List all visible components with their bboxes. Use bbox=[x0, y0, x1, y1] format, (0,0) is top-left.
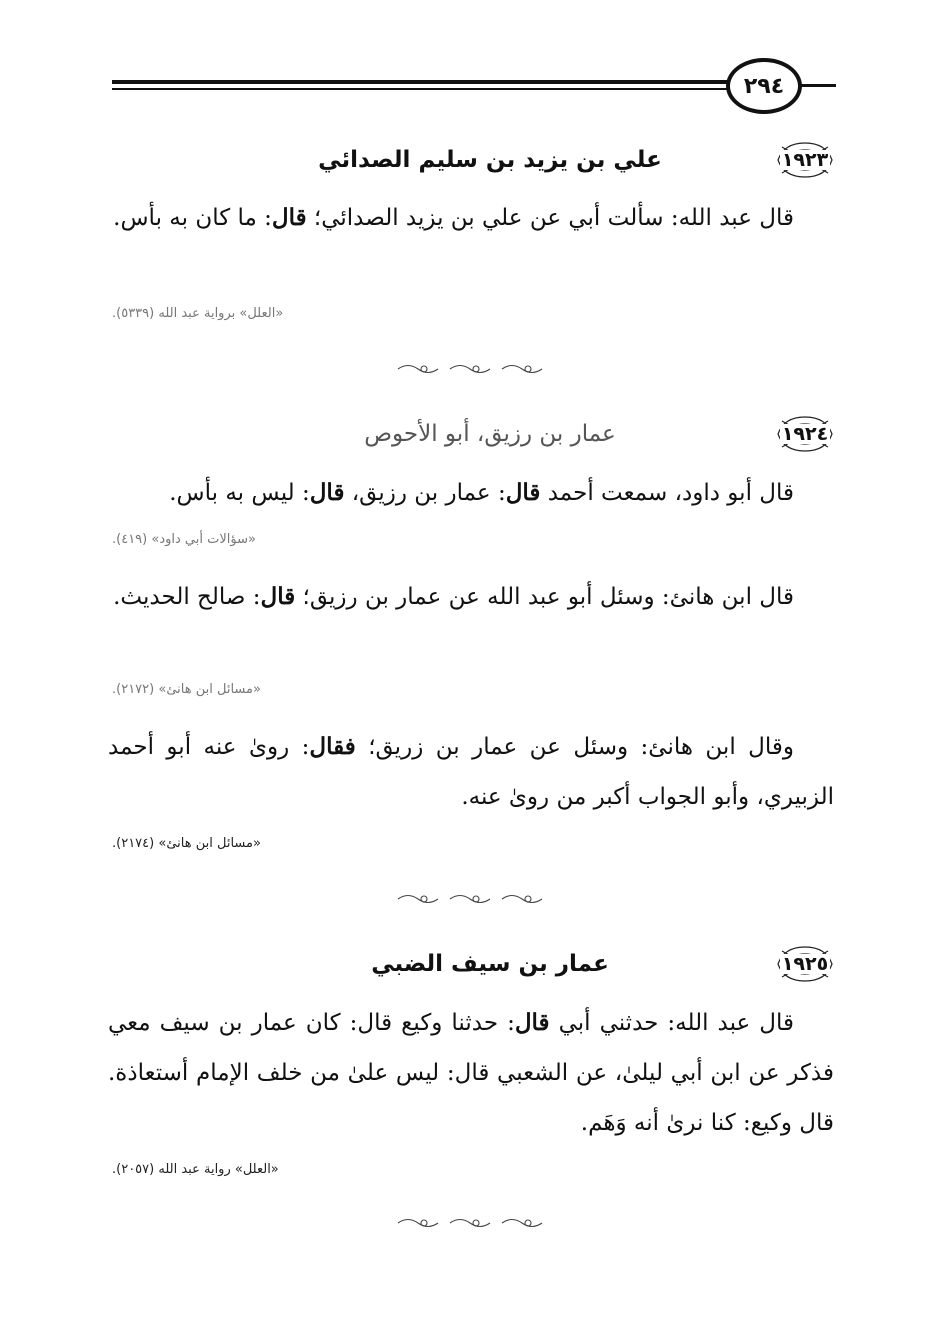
entry-number-badge bbox=[772, 137, 838, 183]
entry-paragraph: قال ابن هانئ: وسئل أبو عبد الله عن عمار بن رزيق؛ قال: صالح الحديث. bbox=[113, 583, 794, 610]
page-number: ٢٩٤ bbox=[726, 58, 802, 114]
entry-paragraph: قال عبد الله: سألت أبي عن علي بن يزيد الصدائي؛ قال: ما كان به بأس. bbox=[113, 204, 794, 231]
source-citation: «سؤالات أبي داود» (٤١٩). bbox=[112, 532, 256, 547]
header-rule bbox=[112, 80, 730, 94]
entry-number: ١٩٢٤ bbox=[781, 423, 829, 445]
entry-paragraph: قال أبو داود، سمعت أحمد قال: عمار بن رزيق، قال: ليس به بأس. bbox=[169, 479, 794, 506]
entry-paragraph: وقال ابن هانئ: وسئل عن عمار بن زريق؛ فقال: رویٰ عنه أبو أحمد الزبيري، وأبو الجواب أكبر من رویٰ عنه. bbox=[108, 733, 834, 810]
entry-number-badge bbox=[772, 941, 838, 987]
entry-title: عمار بن رزيق، أبو الأحوص bbox=[364, 421, 616, 447]
entry-title: علي بن يزيد بن سليم الصدائي bbox=[318, 147, 662, 173]
entry-number: ١٩٢٣ bbox=[781, 149, 829, 171]
source-citation: «مسائل ابن هانئ» (٢١٧٢). bbox=[112, 682, 261, 697]
source-citation: «العلل» برواية عبد الله (٥٣٣٩). bbox=[112, 306, 284, 321]
header-rule-tail bbox=[800, 84, 836, 87]
entry-number: ١٩٢٥ bbox=[781, 953, 829, 975]
ornament-separator-icon bbox=[394, 362, 546, 376]
ornament-separator-icon bbox=[394, 892, 546, 906]
entry-heading bbox=[118, 136, 838, 184]
ornament-separator-icon bbox=[394, 1216, 546, 1230]
entry-title: عمار بن سيف الضبي bbox=[371, 951, 609, 977]
entry-number-badge bbox=[772, 411, 838, 457]
source-citation: «مسائل ابن هانئ» (٢١٧٤). bbox=[112, 836, 261, 851]
entry-heading bbox=[118, 410, 838, 458]
entry-heading bbox=[118, 940, 838, 988]
entry-paragraph: قال عبد الله: حدثني أبي قال: حدثنا وكيع قال: كان عمار بن سيف معي فذكر عن ابن أبي ليلىٰ، عن الشعبي قال: ليس علىٰ من خلف الإمام أستعاذة. قال وكيع: كنا نرىٰ أنه وَهَم. bbox=[108, 1009, 834, 1136]
source-citation: «العلل» رواية عبد الله (٢٠٥٧). bbox=[112, 1162, 279, 1177]
